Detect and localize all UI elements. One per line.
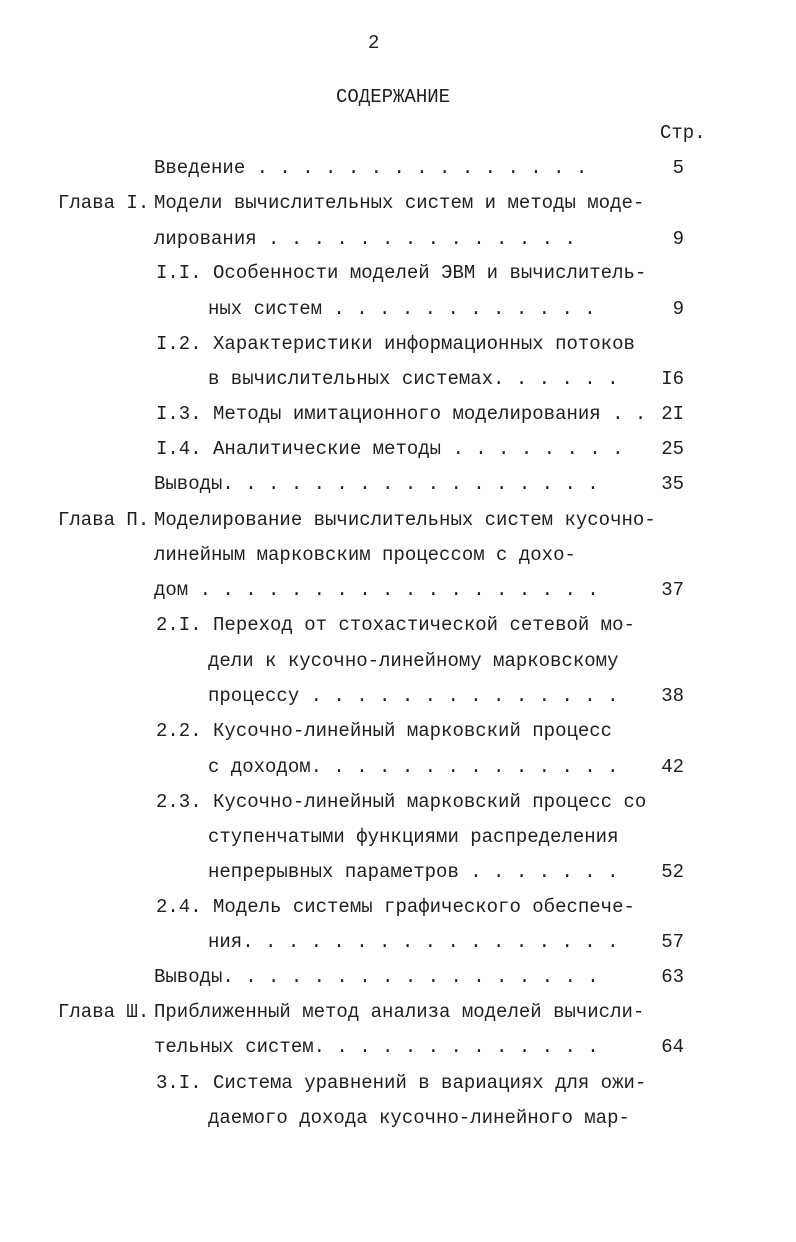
toc-label: Глава П.	[58, 509, 150, 531]
toc-line: I.2. Характеристики информационных потоков	[156, 333, 635, 355]
toc-label: Глава Ш.	[58, 1001, 150, 1023]
toc-line: Выводы. . . . . . . . . . . . . . . . .	[154, 966, 599, 988]
toc-page-number: 52	[661, 861, 684, 883]
toc-page-number: 9	[672, 228, 684, 250]
toc-line: даемого дохода кусочно-линейного мар-	[208, 1107, 630, 1129]
toc-line: 2.I. Переход от стохастической сетевой мо-	[156, 614, 635, 636]
toc-page-number: 37	[661, 579, 684, 601]
toc-line: ступенчатыми функциями распределения	[208, 826, 619, 848]
toc-line: ния. . . . . . . . . . . . . . . . .	[208, 931, 619, 953]
page-title: СОДЕРЖАНИЕ	[336, 86, 451, 108]
toc-line: I.3. Методы имитационного моделирования . .	[156, 403, 647, 425]
toc-line: процессу . . . . . . . . . . . . . .	[208, 685, 619, 707]
toc-line: дом . . . . . . . . . . . . . . . . . .	[154, 579, 599, 601]
toc-line: дели к кусочно-линейному марковскому	[208, 650, 619, 672]
toc-page-number: 35	[661, 473, 684, 495]
toc-line: ных систем . . . . . . . . . . . .	[208, 298, 596, 320]
toc-line: непрерывных параметров . . . . . . .	[208, 861, 619, 883]
toc-line: 2.2. Кусочно-линейный марковский процесс	[156, 720, 613, 742]
toc-line: Моделирование вычислительных систем кусочно-	[154, 509, 656, 531]
toc-line: с доходом. . . . . . . . . . . . . .	[208, 756, 619, 778]
toc-page-number: 42	[661, 756, 684, 778]
toc-line: в вычислительных системах. . . . . .	[208, 368, 619, 390]
toc-page-number: 64	[661, 1036, 684, 1058]
toc-page-number: 38	[661, 685, 684, 707]
toc-page-number: 25	[661, 438, 684, 460]
toc-line: линейным марковским процессом с дохо-	[154, 544, 576, 566]
page-number: 2	[368, 32, 380, 54]
toc-line: Приближенный метод анализа моделей вычисли-	[154, 1001, 645, 1023]
toc-page-number: 2I	[661, 403, 684, 425]
toc-line: 2.4. Модель системы графического обеспече-	[156, 896, 635, 918]
toc-page-number: 9	[672, 298, 684, 320]
toc-line: Модели вычислительных систем и методы моде-	[154, 192, 645, 214]
toc-line: 3.I. Система уравнений в вариациях для ожи-	[156, 1072, 647, 1094]
toc-line: лирования . . . . . . . . . . . . . .	[154, 228, 576, 250]
toc-page-number: 63	[661, 966, 684, 988]
page-column-header: Стр.	[660, 122, 706, 144]
toc-page-number: 5	[672, 157, 684, 179]
toc-line: 2.3. Кусочно-линейный марковский процесс со	[156, 791, 647, 813]
toc-line: тельных систем. . . . . . . . . . . . .	[154, 1036, 599, 1058]
toc-line: I.4. Аналитические методы . . . . . . . .	[156, 438, 624, 460]
toc-label: Глава I.	[58, 192, 150, 214]
toc-line: Введение . . . . . . . . . . . . . . .	[154, 157, 588, 179]
toc-line: I.I. Особенности моделей ЭВМ и вычислитель-	[156, 262, 647, 284]
toc-line: Выводы. . . . . . . . . . . . . . . . .	[154, 473, 599, 495]
toc-page-number: I6	[661, 368, 684, 390]
toc-page-number: 57	[661, 931, 684, 953]
